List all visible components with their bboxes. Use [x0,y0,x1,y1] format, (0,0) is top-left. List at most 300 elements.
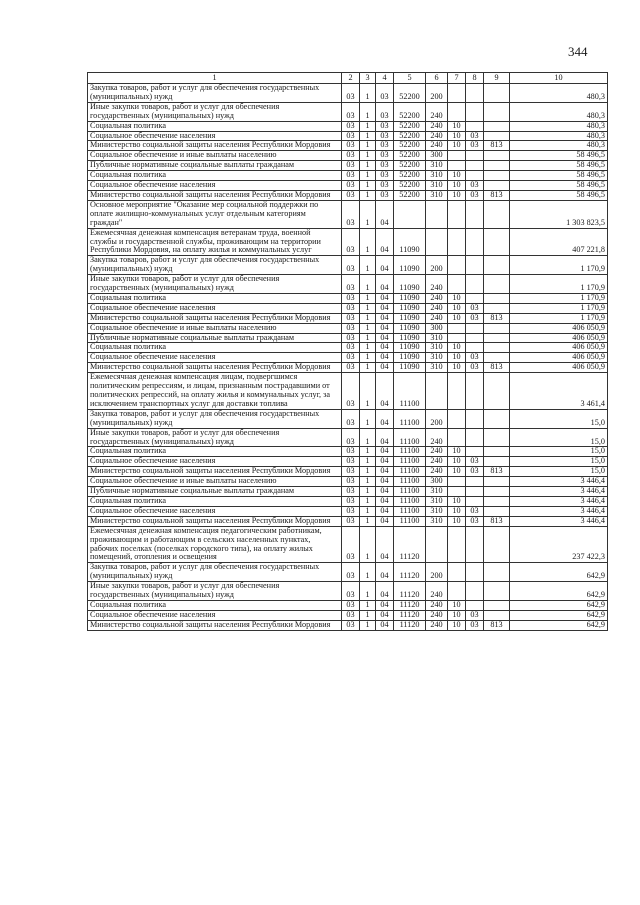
code-cell: 03 [466,190,484,200]
code-cell [484,477,510,487]
code-cell: 1 [360,200,376,228]
row-name-cell: Закупка товаров, работ и услуг для обеспечения государственных (муниципальных) нужд [88,84,342,103]
code-cell [426,526,448,563]
code-cell: 04 [376,200,394,228]
table-row [88,323,608,333]
code-cell [426,373,448,410]
code-cell: 240 [426,467,448,477]
code-cell: 11100 [394,457,426,467]
code-cell [484,526,510,563]
code-cell: 1 [360,477,376,487]
code-cell: 03 [376,171,394,181]
code-cell: 10 [448,121,466,131]
code-cell: 1 [360,293,376,303]
code-cell [484,131,510,141]
row-name-cell: Социальное обеспечение и иные выплаты населению [88,323,342,333]
code-cell [448,428,466,447]
code-cell: 10 [448,171,466,181]
column-header-10: 10 [510,73,608,84]
code-cell [448,256,466,275]
code-cell [448,161,466,171]
code-cell: 04 [376,600,394,610]
code-cell: 1 [360,171,376,181]
code-cell [484,428,510,447]
code-cell: 04 [376,620,394,630]
row-name-cell: Закупка товаров, работ и услуг для обеспечения государственных (муниципальных) нужд [88,256,342,275]
code-cell: 10 [448,363,466,373]
table-row [88,256,608,275]
amount-cell: 1 170,9 [510,293,608,303]
table-header-row [88,73,608,84]
code-cell: 813 [484,190,510,200]
amount-cell: 642,9 [510,563,608,582]
row-name-cell: Социальное обеспечение населения [88,457,342,467]
code-cell: 04 [376,343,394,353]
table-row [88,343,608,353]
code-cell: 04 [376,582,394,601]
code-cell: 10 [448,610,466,620]
code-cell: 03 [376,102,394,121]
code-cell [484,275,510,294]
row-name-cell: Социальное обеспечение населения [88,353,342,363]
amount-cell: 1 170,9 [510,256,608,275]
code-cell [448,487,466,497]
column-header-4: 4 [376,73,394,84]
code-cell: 11090 [394,333,426,343]
code-cell: 10 [448,447,466,457]
table-row [88,600,608,610]
code-cell: 240 [426,620,448,630]
row-name-cell: Министерство социальной защиты населения Республики Мордовия [88,467,342,477]
amount-cell: 406 050,9 [510,343,608,353]
code-cell [466,228,484,256]
code-cell: 813 [484,313,510,323]
code-cell: 10 [448,190,466,200]
code-cell: 03 [342,582,360,601]
code-cell [466,84,484,103]
code-cell: 310 [426,343,448,353]
code-cell: 1 [360,373,376,410]
code-cell: 03 [466,363,484,373]
code-cell: 1 [360,275,376,294]
amount-cell: 480,3 [510,84,608,103]
code-cell: 10 [448,141,466,151]
code-cell [484,353,510,363]
code-cell: 11120 [394,582,426,601]
code-cell: 03 [342,131,360,141]
code-cell: 03 [342,516,360,526]
table-row [88,582,608,601]
code-cell: 1 [360,610,376,620]
code-cell: 10 [448,467,466,477]
row-name-cell: Социальная политика [88,343,342,353]
table-row [88,610,608,620]
code-cell: 1 [360,151,376,161]
code-cell: 03 [466,516,484,526]
code-cell: 1 [360,102,376,121]
row-name-cell: Ежемесячная денежная компенсация ветеранам труда, военной службы и государственной службы, проживающим на территории Республики Мордовия, на оплату жилья и коммунальных услуг [88,228,342,256]
code-cell: 240 [426,600,448,610]
row-name-cell: Министерство социальной защиты населения Республики Мордовия [88,141,342,151]
code-cell: 11120 [394,563,426,582]
code-cell: 1 [360,496,376,506]
code-cell: 1 [360,506,376,516]
code-cell: 10 [448,506,466,516]
amount-cell: 642,9 [510,600,608,610]
code-cell: 1 [360,256,376,275]
code-cell: 52200 [394,181,426,191]
code-cell [466,121,484,131]
code-cell: 04 [376,228,394,256]
code-cell: 52200 [394,190,426,200]
code-cell: 04 [376,409,394,428]
code-cell: 240 [426,303,448,313]
row-name-cell: Публичные нормативные социальные выплаты гражданам [88,161,342,171]
code-cell: 03 [466,467,484,477]
code-cell: 03 [342,610,360,620]
code-cell: 310 [426,181,448,191]
code-cell: 04 [376,516,394,526]
code-cell: 03 [376,151,394,161]
code-cell [484,121,510,131]
code-cell: 11090 [394,313,426,323]
code-cell: 1 [360,620,376,630]
code-cell: 813 [484,620,510,630]
code-cell [484,409,510,428]
code-cell: 11100 [394,496,426,506]
code-cell: 04 [376,303,394,313]
code-cell: 03 [466,620,484,630]
code-cell: 1 [360,563,376,582]
code-cell [448,409,466,428]
code-cell: 03 [342,457,360,467]
code-cell: 03 [466,131,484,141]
amount-cell: 406 050,9 [510,333,608,343]
code-cell: 03 [342,171,360,181]
code-cell: 03 [466,303,484,313]
code-cell: 03 [342,181,360,191]
code-cell: 03 [376,121,394,131]
code-cell: 1 [360,487,376,497]
code-cell [448,323,466,333]
code-cell [448,563,466,582]
amount-cell: 406 050,9 [510,363,608,373]
code-cell: 52200 [394,102,426,121]
code-cell: 310 [426,161,448,171]
amount-cell: 58 496,5 [510,181,608,191]
code-cell [466,477,484,487]
code-cell: 03 [342,84,360,103]
code-cell [448,200,466,228]
code-cell: 1 [360,516,376,526]
code-cell: 1 [360,131,376,141]
table-body [88,84,608,631]
code-cell: 04 [376,506,394,516]
table-row [88,477,608,487]
column-header-8: 8 [466,73,484,84]
code-cell [466,343,484,353]
code-cell: 11120 [394,600,426,610]
amount-cell: 406 050,9 [510,353,608,363]
code-cell: 03 [342,506,360,516]
code-cell [466,323,484,333]
table-row [88,121,608,131]
code-cell [484,506,510,516]
row-name-cell: Социальное обеспечение населения [88,610,342,620]
code-cell [466,428,484,447]
code-cell [448,228,466,256]
column-header-5: 5 [394,73,426,84]
code-cell [484,373,510,410]
amount-cell: 58 496,5 [510,171,608,181]
amount-cell: 15,0 [510,467,608,477]
amount-cell: 58 496,5 [510,161,608,171]
table-row [88,457,608,467]
table-row [88,487,608,497]
code-cell [484,323,510,333]
amount-cell: 3 446,4 [510,506,608,516]
code-cell: 11100 [394,516,426,526]
code-cell [484,200,510,228]
code-cell [484,228,510,256]
amount-cell: 15,0 [510,409,608,428]
code-cell: 240 [426,275,448,294]
column-header-2: 2 [342,73,360,84]
code-cell: 10 [448,600,466,610]
code-cell: 03 [342,526,360,563]
row-name-cell: Иные закупки товаров, работ и услуг для обеспечения государственных (муниципальных) нужд [88,102,342,121]
code-cell: 11090 [394,363,426,373]
code-cell [466,161,484,171]
code-cell: 10 [448,516,466,526]
code-cell: 03 [376,190,394,200]
code-cell: 03 [342,141,360,151]
code-cell: 04 [376,333,394,343]
code-cell: 1 [360,363,376,373]
code-cell: 03 [342,161,360,171]
code-cell: 11090 [394,343,426,353]
code-cell: 240 [426,457,448,467]
code-cell: 1 [360,409,376,428]
code-cell: 03 [342,373,360,410]
amount-cell: 15,0 [510,428,608,447]
code-cell: 03 [342,409,360,428]
code-cell: 03 [342,293,360,303]
table-row [88,200,608,228]
code-cell: 813 [484,467,510,477]
code-cell [466,447,484,457]
code-cell: 03 [342,200,360,228]
code-cell [484,447,510,457]
code-cell [484,151,510,161]
row-name-cell: Закупка товаров, работ и услуг для обеспечения государственных (муниципальных) нужд [88,563,342,582]
code-cell: 03 [342,333,360,343]
amount-cell: 1 170,9 [510,275,608,294]
code-cell: 03 [342,121,360,131]
code-cell [466,496,484,506]
code-cell [448,102,466,121]
code-cell: 200 [426,256,448,275]
code-cell: 10 [448,181,466,191]
code-cell: 10 [448,131,466,141]
code-cell: 1 [360,467,376,477]
code-cell [448,333,466,343]
table-row [88,190,608,200]
column-header-1: 1 [88,73,342,84]
table-row [88,293,608,303]
code-cell: 03 [342,467,360,477]
code-cell: 04 [376,526,394,563]
amount-cell: 480,3 [510,131,608,141]
table-row [88,151,608,161]
code-cell: 1 [360,303,376,313]
code-cell: 03 [342,487,360,497]
code-cell [484,582,510,601]
table-row [88,303,608,313]
code-cell: 52200 [394,121,426,131]
row-name-cell: Социальное обеспечение населения [88,303,342,313]
code-cell: 10 [448,313,466,323]
code-cell: 1 [360,161,376,171]
code-cell [484,487,510,497]
amount-cell: 3 446,4 [510,496,608,506]
amount-cell: 480,3 [510,121,608,131]
code-cell [466,526,484,563]
code-cell: 03 [376,131,394,141]
code-cell: 04 [376,610,394,620]
code-cell: 813 [484,363,510,373]
code-cell [466,563,484,582]
code-cell [448,151,466,161]
table-row [88,496,608,506]
code-cell: 11120 [394,610,426,620]
code-cell: 300 [426,151,448,161]
code-cell: 10 [448,496,466,506]
code-cell [466,373,484,410]
code-cell: 1 [360,333,376,343]
code-cell: 11090 [394,256,426,275]
row-name-cell: Социальная политика [88,121,342,131]
code-cell: 10 [448,457,466,467]
amount-cell: 58 496,5 [510,190,608,200]
code-cell [466,600,484,610]
table-row [88,275,608,294]
code-cell: 52200 [394,161,426,171]
code-cell [484,161,510,171]
amount-cell: 3 446,4 [510,516,608,526]
code-cell: 03 [342,477,360,487]
code-cell: 310 [426,333,448,343]
code-cell: 310 [426,353,448,363]
code-cell: 11100 [394,373,426,410]
code-cell: 813 [484,516,510,526]
code-cell: 200 [426,563,448,582]
amount-cell: 480,3 [510,141,608,151]
row-name-cell: Социальная политика [88,600,342,610]
code-cell: 03 [466,457,484,467]
code-cell: 03 [342,256,360,275]
code-cell: 1 [360,343,376,353]
column-header-3: 3 [360,73,376,84]
code-cell: 10 [448,620,466,630]
code-cell: 03 [342,102,360,121]
amount-cell: 1 170,9 [510,303,608,313]
table-row [88,409,608,428]
code-cell: 1 [360,582,376,601]
table-row [88,353,608,363]
code-cell: 1 [360,323,376,333]
code-cell [484,600,510,610]
code-cell: 11100 [394,506,426,516]
table-row [88,84,608,103]
table-row [88,447,608,457]
code-cell [448,582,466,601]
code-cell: 11120 [394,526,426,563]
code-cell [466,487,484,497]
code-cell: 1 [360,428,376,447]
code-cell: 04 [376,447,394,457]
row-name-cell: Социальная политика [88,293,342,303]
code-cell: 1 [360,313,376,323]
table-row [88,333,608,343]
code-cell: 03 [466,313,484,323]
code-cell: 240 [426,313,448,323]
code-cell [484,256,510,275]
row-name-cell: Социальная политика [88,447,342,457]
code-cell [466,151,484,161]
code-cell: 11100 [394,477,426,487]
amount-cell: 1 303 823,5 [510,200,608,228]
amount-cell: 642,9 [510,620,608,630]
code-cell: 03 [342,190,360,200]
code-cell: 1 [360,457,376,467]
code-cell: 240 [426,610,448,620]
code-cell: 310 [426,496,448,506]
code-cell: 03 [342,353,360,363]
code-cell [484,496,510,506]
code-cell: 1 [360,447,376,457]
code-cell: 04 [376,457,394,467]
row-name-cell: Основное мероприятие "Оказание мер социальной поддержки по оплате жилищно-коммунальных услуг отдельным категориям граждан" [88,200,342,228]
table-row [88,181,608,191]
row-name-cell: Министерство социальной защиты населения Республики Мордовия [88,620,342,630]
row-name-cell: Социальное обеспечение населения [88,181,342,191]
row-name-cell: Социальная политика [88,496,342,506]
code-cell [426,200,448,228]
code-cell [484,171,510,181]
code-cell: 10 [448,343,466,353]
code-cell: 1 [360,600,376,610]
row-name-cell: Социальное обеспечение населения [88,506,342,516]
table-row [88,506,608,516]
code-cell [484,333,510,343]
code-cell: 03 [466,506,484,516]
code-cell: 04 [376,496,394,506]
code-cell [466,200,484,228]
column-header-6: 6 [426,73,448,84]
code-cell: 04 [376,428,394,447]
code-cell: 03 [376,181,394,191]
code-cell: 11100 [394,428,426,447]
row-name-cell: Публичные нормативные социальные выплаты гражданам [88,333,342,343]
page-number: 344 [568,44,588,59]
code-cell: 310 [426,171,448,181]
code-cell [466,409,484,428]
code-cell: 240 [426,582,448,601]
code-cell: 04 [376,467,394,477]
code-cell: 03 [342,447,360,457]
code-cell [484,610,510,620]
